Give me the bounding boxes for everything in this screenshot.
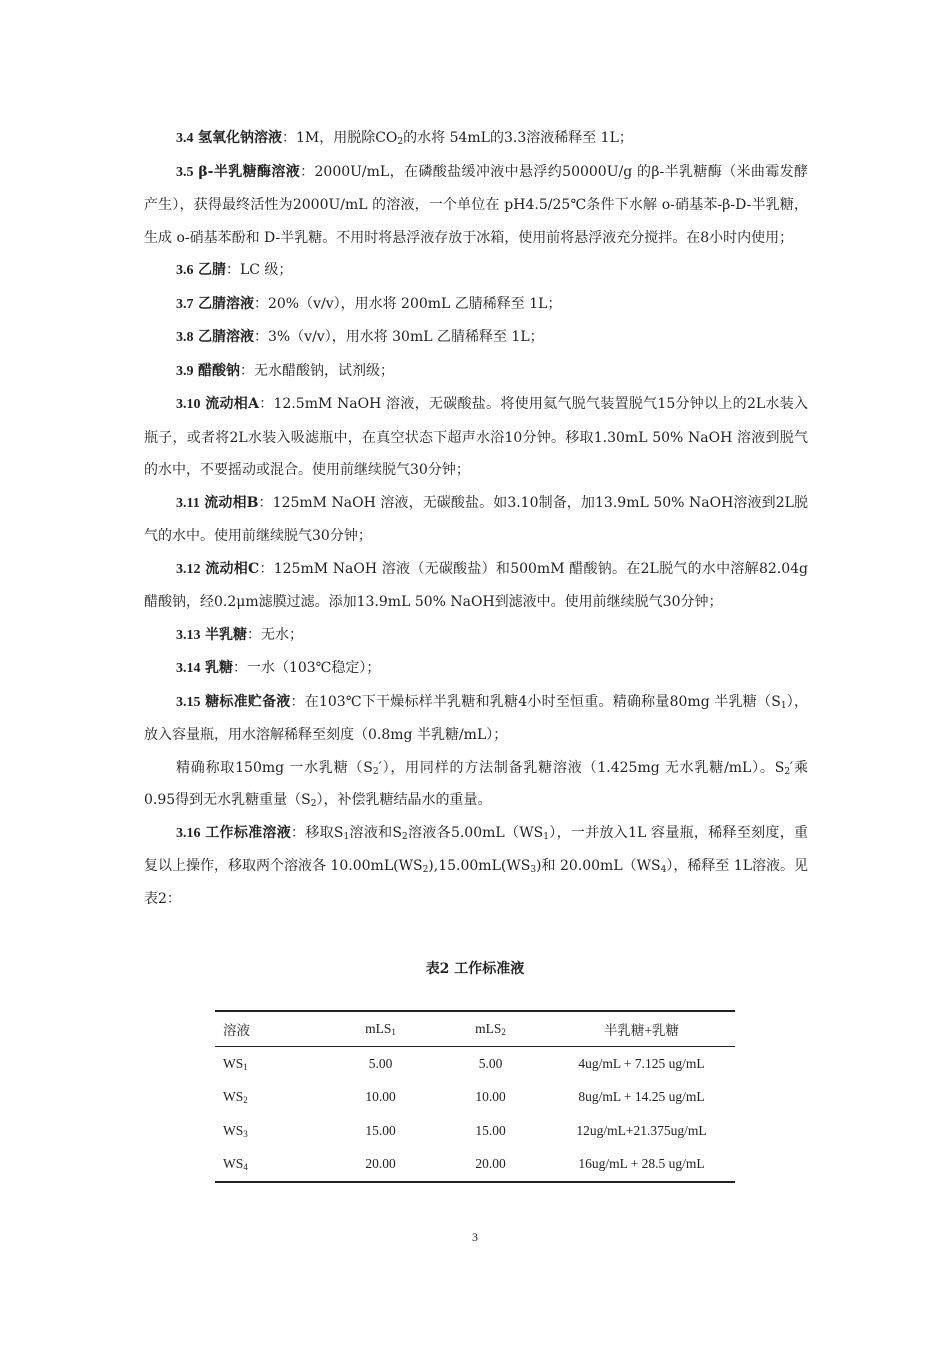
cell-v2: 15.00	[475, 1122, 506, 1138]
table-row	[215, 1081, 735, 1115]
section-text: ），补偿乳糖结晶水的重量。	[316, 792, 492, 808]
cell-v1: 10.00	[365, 1089, 396, 1105]
section-text: ：无水；	[246, 626, 303, 643]
section-number: 3.14	[176, 661, 201, 676]
section-text: ：2000U/mL，在磷酸盐缓冲液中悬浮约50000U/g 的β-半乳糖酶（米曲霉发酵产生），获得最终活性为2000U/mL 的溶液，一个单位在 pH4.5/25℃条件下水解 o-硝基苯-β-D-半乳糖，生成 o-硝基苯酚和 D-半乳糖。不用时将悬浮液存放于冰箱，使用前将悬浮液充分搅拌。在8小时内使用；	[144, 163, 809, 246]
cell-name	[215, 1114, 328, 1148]
subscript: 2	[310, 799, 317, 809]
section-text: 溶液和S	[349, 824, 403, 841]
subscript: 2	[501, 1027, 506, 1037]
section-text: 溶液各5.00mL（WS	[407, 824, 544, 841]
section-label: β-半乳糖酶溶液	[198, 163, 301, 180]
section-number: 3.15	[176, 694, 201, 710]
section-number: 3.12	[176, 561, 201, 577]
section-3-8	[144, 321, 808, 355]
section-text: ：3%（v/v），用水将 30mL 乙腈稀释至 1L；	[253, 329, 544, 345]
subscript: 1	[343, 831, 350, 842]
section-text: ：125mM NaOH 溶液（无碳酸盐）和500mM 醋酸钠。在2L脱气的水中溶解82.04g醋酸钠，经0.2μm滤膜过滤。添加13.9mL 50% NaOH到滤液中。使用前继续脱气30分钟；	[144, 560, 808, 610]
section-label: 醋酸钠	[197, 362, 240, 379]
cell-name	[215, 1081, 328, 1115]
section-number: 3.10	[176, 397, 201, 412]
section-text: ′），用同样的方法制备乳糖溶液（1.425mg 无水乳糖/mL）。S	[378, 759, 785, 776]
cell-sum: 4ug/mL + 7.125 ug/mL	[578, 1055, 705, 1071]
section-text: )和 20.00mL（WS	[536, 858, 661, 874]
section-text: ：1M，用脱除CO	[281, 130, 398, 146]
section-text: 的水将 54mL的3.3溶液稀释至 1L；	[403, 130, 633, 146]
section-number: 3.11	[176, 495, 200, 511]
section-3-10	[144, 388, 808, 487]
section-number: 3.5	[176, 164, 194, 180]
section-label: 流动相A	[205, 396, 259, 412]
subscript: 1	[391, 1027, 396, 1037]
section-label: 半乳糖	[204, 626, 247, 643]
header-mls2	[433, 1011, 548, 1047]
section-text: ：125mM NaOH 溶液，无碳酸盐。如3.10制备，加13.9mL 50% NaOH溶液到2L脱气的水中。使用前继续脱气30分钟；	[144, 494, 809, 544]
section-label: 乙腈溶液	[197, 329, 254, 345]
cell-v1: 5.00	[368, 1055, 393, 1071]
section-3-6	[144, 254, 808, 288]
cell-text: WS	[223, 1156, 244, 1172]
section-label: 氢氧化钠溶液	[197, 130, 282, 146]
header-text: mLS	[475, 1021, 502, 1036]
page-number: 3	[472, 1230, 478, 1244]
cell-text: WS	[223, 1089, 244, 1105]
subscript: 2	[397, 137, 404, 147]
table-row	[215, 1148, 735, 1183]
section-text: ：无水醋酸钠，试剂级；	[239, 362, 394, 379]
header-sum	[548, 1011, 735, 1047]
header-text: 半乳糖+乳糖	[603, 1023, 680, 1038]
section-3-7	[144, 288, 808, 322]
cell-text: WS	[223, 1055, 244, 1071]
subscript: 2	[402, 831, 408, 842]
section-text: ),15.00mL(WS	[428, 858, 531, 874]
subscript: 4	[243, 1162, 248, 1173]
section-text: ），稀释至 1L溶液。见表2：	[144, 858, 809, 907]
cell-v1: 20.00	[365, 1156, 396, 1172]
cell-v2: 5.00	[478, 1055, 503, 1071]
subscript: 2	[372, 766, 379, 777]
cell-v2: 10.00	[475, 1089, 506, 1105]
header-text: 溶液	[223, 1023, 250, 1038]
section-text: ），放入容量瓶，用水溶解稀释至刻度（0.8mg 半乳糖/mL）；	[144, 693, 809, 743]
section-3-4	[144, 122, 808, 156]
cell-sum: 16ug/mL + 28.5 ug/mL	[578, 1156, 705, 1172]
header-solution	[215, 1011, 328, 1047]
subscript: 1	[543, 831, 550, 842]
section-3-9	[144, 355, 808, 389]
section-text: ：移取S	[291, 824, 344, 841]
cell-name	[215, 1047, 328, 1081]
subscript: 2	[243, 1095, 248, 1106]
section-number: 3.6	[176, 263, 194, 278]
section-text: ：20%（v/v），用水将 200mL 乙腈稀释至 1L；	[253, 295, 562, 312]
section-3-15-lactose	[144, 752, 808, 817]
section-text: ），一并放入1L 容量瓶，稀释至刻度，重复以上操作，移取两个溶液各 10.00mL(WS	[144, 824, 809, 874]
section-number: 3.7	[176, 296, 194, 312]
table-row	[215, 1047, 735, 1081]
subscript: 3	[243, 1128, 248, 1139]
header-text: mLS	[365, 1021, 392, 1036]
table-row	[215, 1114, 735, 1148]
section-number: 3.9	[176, 363, 194, 379]
section-text: ：12.5mM NaOH 溶液，无碳酸盐。将使用氦气脱气装置脱气15分钟以上的2L水装入瓶子，或者将2L水装入吸滤瓶中，在真空状态下超声水浴10分钟。移取1.30mL 50% NaOH 溶液到脱气的水中，不要摇动或混合。使用前继续脱气30分钟；	[144, 396, 808, 478]
section-3-13	[144, 619, 808, 653]
section-text: ：LC 级；	[225, 262, 293, 278]
section-text: ：一水（103℃稳定）；	[232, 660, 381, 676]
section-3-14	[144, 652, 808, 686]
section-3-5	[144, 156, 808, 255]
section-3-15	[144, 686, 808, 752]
section-number: 3.4	[176, 131, 194, 146]
section-label: 流动相B	[204, 494, 259, 511]
cell-sum: 12ug/mL+21.375ug/mL	[576, 1122, 707, 1138]
subscript: 3	[530, 865, 537, 875]
section-label: 乙腈	[197, 262, 226, 278]
section-label: 流动相C	[205, 560, 260, 577]
cell-sum: 8ug/mL + 14.25 ug/mL	[578, 1089, 705, 1105]
table-header-row	[215, 1011, 735, 1047]
subscript: 1	[243, 1061, 248, 1072]
section-number: 3.13	[176, 627, 201, 643]
section-3-12	[144, 553, 808, 619]
section-label: 糖标准贮备液	[205, 693, 291, 710]
section-label: 乳糖	[204, 660, 233, 676]
cell-v1: 15.00	[365, 1122, 396, 1138]
header-mls1	[328, 1011, 433, 1047]
section-text: 精确称取150mg 一水乳糖（S	[176, 759, 373, 776]
section-3-16	[144, 817, 808, 916]
section-text: ：在103℃下干燥标样半乳糖和乳糖4小时至恒重。精确称量80mg 半乳糖（S	[290, 693, 781, 710]
document-body	[144, 122, 808, 915]
section-number: 3.16	[176, 825, 201, 841]
table-caption: 表2 工作标准液	[425, 961, 525, 977]
working-standards-table	[215, 1010, 735, 1183]
subscript: 1	[780, 700, 787, 711]
section-text: ′乘0.95得到无水乳糖重量（S	[144, 759, 809, 808]
section-label: 工作标准溶液	[205, 824, 292, 841]
cell-text: WS	[223, 1122, 244, 1138]
subscript: 2	[422, 865, 429, 875]
section-label: 乙腈溶液	[197, 295, 254, 312]
cell-v2: 20.00	[475, 1156, 506, 1172]
cell-name	[215, 1148, 328, 1183]
subscript: 2	[784, 766, 791, 777]
subscript: 4	[660, 865, 667, 875]
section-3-11	[144, 487, 808, 553]
section-number: 3.8	[176, 330, 194, 345]
